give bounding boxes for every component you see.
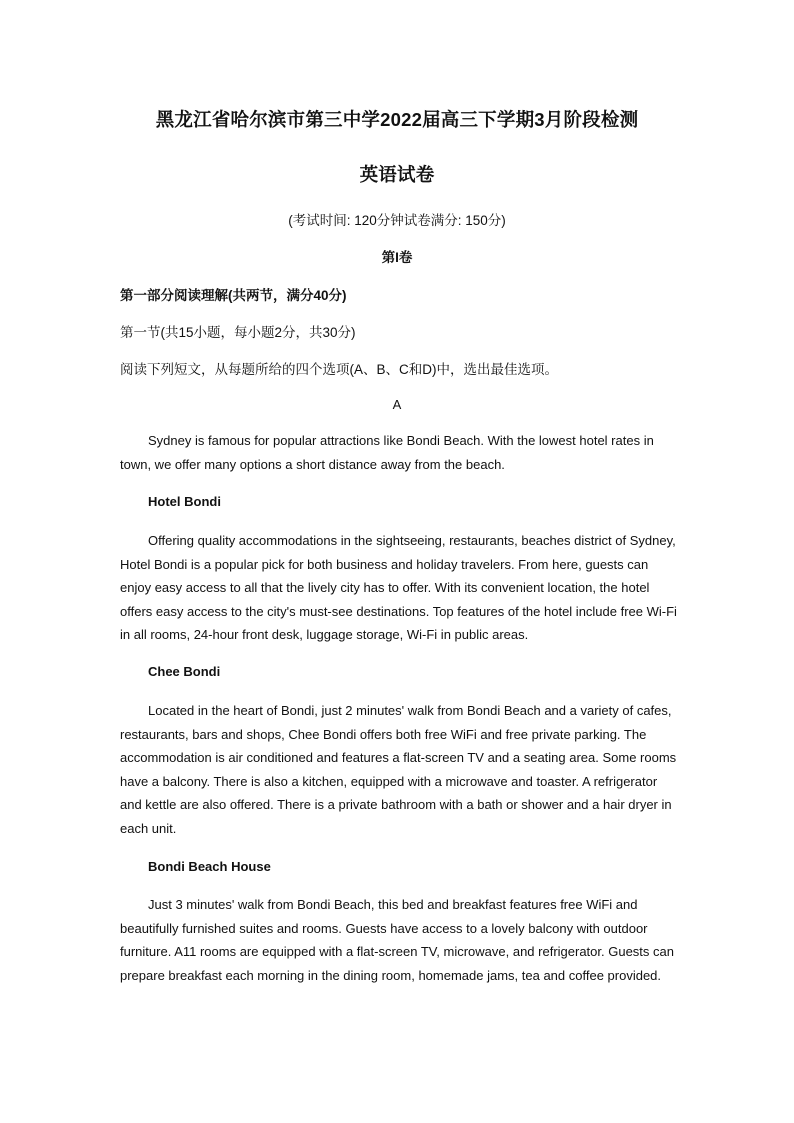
passage-intro: Sydney is famous for popular attractions like Bondi Beach. With the lowest hotel rates in town, we offer many options a short distance away from the beach. [120,433,654,472]
exam-info: (考试时间: 120分钟试卷满分: 150分) [288,213,506,228]
hotel-description: Located in the heart of Bondi, just 2 minutes' walk from Bondi Beach and a variety of cafes, restaurants, bars and shops, Chee Bondi offers both free WiFi and free private parking. The accommodation is air conditioned and features a flat-screen TV and a seating area. Some rooms have a balcony. There is also a kitchen, equipped with a microwave and toaster. A refrigerator and kettle are also offered. There is a private bathroom with a bath or shower and a hair dryer in each unit. [120,703,677,836]
hotel-description: Just 3 minutes' walk from Bondi Beach, this bed and breakfast features free WiFi and beautifully furnished suites and rooms. Guests have access to a lovely balcony with outdoor furniture. A11 rooms are equipped with a flat-screen TV, microwave, and refrigerator. Guests can prepare breakfast each morning in the dining room, homemade jams, tea and coffee provided. [120,897,674,983]
exam-subtitle: 英语试卷 [359,164,435,185]
part-heading: 第一部分阅读理解(共两节，满分40分) [120,288,347,303]
hotel-name: Bondi Beach House [148,859,271,874]
hotel-name: Chee Bondi [148,664,221,679]
instruction-text: 阅读下列短文，从每题所给的四个选项(A、B、C和D)中，选出最佳选项。 [120,362,558,377]
passage-label: A [392,397,402,412]
hotel-name: Hotel Bondi [148,494,221,509]
subsection-heading: 第一节(共15小题，每小题2分，共30分) [120,325,356,340]
hotel-description: Offering quality accommodations in the sightseeing, restaurants, beaches district of Sydney, Hotel Bondi is a popular pick for both business and holiday travelers. From here, guests can enjoy easy access to all that the lively city has to offer. With its convenient location, the hotel offers easy access to the city's must-see destinations. Top features of the hotel include free Wi-Fi in all rooms, 24-hour front desk, luggage storage, Wi-Fi in public areas. [120,533,677,643]
volume-label: 第I卷 [381,250,413,265]
exam-title: 黑龙江省哈尔滨市第三中学2022届高三下学期3月阶段检测 [155,109,639,130]
